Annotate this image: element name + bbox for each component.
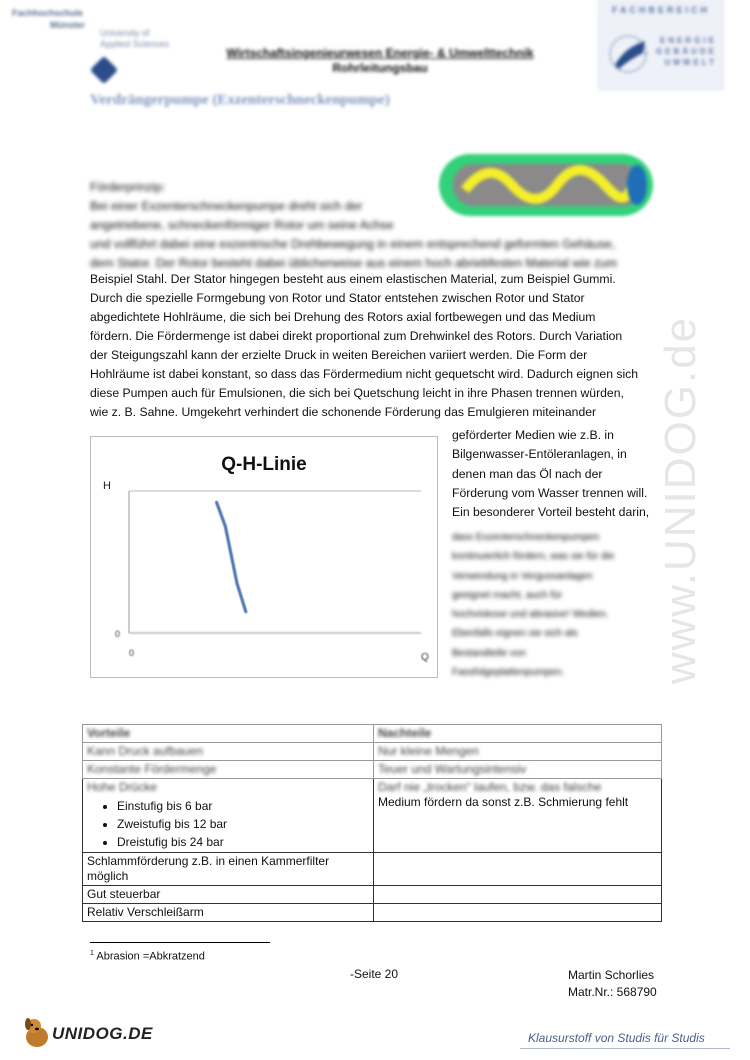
- cell-text: Medium fördern da sonst z.B. Schmierung fehlt: [378, 795, 629, 809]
- table-cell: [374, 904, 662, 922]
- intro-line: dem Stator. Der Rotor besteht dabei üblicherweise aus einem hoch abriebfesten Material wie zum: [90, 256, 618, 270]
- side-line: Ein besonderer Vorteil besteht darin,: [452, 505, 650, 520]
- cell-text: Kann Druck aufbauen: [87, 744, 204, 758]
- author-block: [568, 967, 657, 1001]
- table-cell: [374, 743, 662, 761]
- table-cell: Gut steuerbar: [83, 886, 374, 904]
- footnote-mark: 1: [90, 950, 94, 957]
- table-row: [83, 886, 662, 904]
- table-row: [83, 779, 662, 853]
- list-item: • Zweistufig bis 12 bar: [117, 815, 369, 833]
- fachbereich-logo: [598, 0, 724, 90]
- intro-line: angetriebene, schneckenförmiger Rotor um seine Achse: [90, 218, 394, 232]
- logo-line-3a: University of: [100, 28, 150, 38]
- qh-chart: [90, 436, 438, 678]
- watermark-text: www.UNIDOG.de: [656, 315, 705, 685]
- table-header-row: [83, 725, 662, 743]
- cell-text: Konstante Fördermenge: [87, 762, 217, 776]
- table-cell: [83, 779, 374, 853]
- cell-text: Teuer und Wartungsintensiv: [378, 762, 527, 776]
- intro-line: Bei einer Exzenterschneckenpumpe dreht sich der: [90, 199, 363, 213]
- page-number: -Seite 20: [350, 967, 399, 981]
- qh-chart-svg: [91, 437, 437, 677]
- intro-paragraph: [90, 178, 660, 273]
- body-line: diese Pumpen auch für Emulsionen, die sich bei Quetschung leicht in ihre Phasen trennen würden,: [90, 386, 624, 400]
- side-line: Bilgenwasser-Entöleranlagen, in: [452, 447, 627, 462]
- footnote: [90, 950, 205, 963]
- x-axis-label: Q: [421, 652, 429, 663]
- side-line: geförderter Medien wie z.B. in: [452, 428, 614, 442]
- matriculation-number: Matr.Nr.: 568790: [568, 985, 657, 999]
- body-line: der Steigungszahl kann der erzielte Druck in weiten Bereichen variiert werden. Die Form der: [90, 348, 588, 362]
- list-item: • Einstufig bis 6 bar: [117, 797, 369, 815]
- logo-line-1: Fachhochschule: [12, 8, 84, 18]
- fachbereich-names: [656, 35, 717, 68]
- fb-gebaeude: GEBÄUDE: [655, 47, 717, 56]
- x-start-tick-label: 0: [129, 648, 135, 658]
- unidog-brand-text: UNIDOG.DE: [52, 1024, 153, 1043]
- body-line: fördern. Die Fördermenge ist dabei direkt proportional zum Drehwinkel des Rotors. Durch Variation: [90, 329, 623, 343]
- slogan-underline: [520, 1048, 730, 1049]
- y-axis-label: H: [103, 480, 111, 492]
- table-header-cell: [374, 725, 662, 743]
- intro-line: und vollführt dabei eine exzentrische Drehbewegung in einem entsprechend geformten Gehäuse,: [90, 237, 616, 251]
- side-blur-line: dass Exzenterschneckenpumpen: [452, 532, 600, 543]
- footnote-text: Abrasion =Abkratzend: [96, 950, 205, 963]
- body-line: Durch die spezielle Formgebung von Rotor und Stator entstehen zwischen Rotor und Stator: [90, 291, 585, 305]
- author-name: Martin Schorlies: [568, 968, 655, 982]
- body-line: abgedichtete Hohlräume, die sich bei Drehung des Rotors axial fortbewegen und das Medium: [90, 310, 596, 324]
- page-heading: Verdrängerpumpe (Exzenterschneckenpumpe): [90, 92, 390, 108]
- table-cell: Relativ Verschleißarm: [83, 904, 374, 922]
- pros-cons-table: [82, 724, 662, 922]
- body-line: wie z. B. Sahne. Umgekehrt verhindert die schonende Förderung das Emulgieren miteinander: [90, 405, 597, 419]
- course-title-line: Wirtschaftsingenieurwesen Energie- & Umwelttechnik: [226, 46, 534, 60]
- pressure-list: [87, 797, 369, 851]
- logo-line-3: [100, 28, 169, 50]
- side-line: denen man das Öl nach der: [452, 466, 603, 481]
- diamond-logo-icon: [90, 56, 118, 84]
- fachbereich-label: FACHBEREICH: [611, 5, 710, 15]
- body-paragraph: [90, 270, 660, 422]
- table-cell: [83, 761, 374, 779]
- footnote-divider: [90, 942, 270, 943]
- dog-icon: [22, 1015, 52, 1049]
- side-blur-line: Bestandteile von: [452, 647, 526, 659]
- origin-tick-label: 0: [115, 629, 121, 639]
- table-cell: [374, 853, 662, 886]
- cell-text: Darf nie „trocken“ laufen, bzw. das falsche: [378, 780, 602, 794]
- chart-title: Q-H-Linie: [221, 454, 307, 475]
- logo-line-3b: Applied Sciences: [100, 39, 170, 49]
- side-blur-line: Verwendung in Vergussanlagen: [452, 570, 593, 582]
- table-cell: Schlammförderung z.B. in einen Kammerfilter möglich: [83, 853, 374, 886]
- fb-umwelt: UMWELT: [664, 58, 717, 67]
- slogan: Klausurstoff von Studis für Studis: [528, 1031, 705, 1045]
- table-row: [83, 904, 662, 922]
- side-line: Förderung vom Wasser trennen will.: [452, 485, 648, 500]
- fb-energie: ENERGIE: [659, 36, 717, 45]
- side-blur-line: geeignet macht, auch für: [452, 589, 563, 601]
- side-blur-line: kontinuierlich fördern, was sie für die: [452, 551, 615, 563]
- table-header-cell: [83, 725, 374, 743]
- table-row: [83, 761, 662, 779]
- cell-text: Hohe Drücke: [87, 780, 158, 794]
- table-row: [83, 853, 662, 886]
- table-cell: [374, 761, 662, 779]
- table-row: [83, 743, 662, 761]
- side-paragraph-blurred: [452, 528, 662, 682]
- side-blur-line: Fassfolgeplattenpumpen.: [452, 667, 565, 679]
- logo-line-2: Münster: [50, 20, 86, 30]
- university-logo: [12, 8, 192, 78]
- chart-lower-blurred: [115, 629, 429, 663]
- unidog-logo: [22, 1015, 162, 1051]
- table-cell: [374, 779, 662, 853]
- body-line: Beispiel Stahl. Der Stator hingegen besteht aus einem elastischen Material, zum Beispiel Gummi.: [90, 272, 616, 286]
- fachbereich-emblem-icon: [605, 31, 651, 77]
- list-item: • Dreistufig bis 24 bar: [117, 833, 369, 851]
- side-blur-line: hochviskose und abrasive¹ Medien.: [452, 609, 609, 621]
- header-pros: Vorteile: [87, 726, 131, 740]
- header-cons: Nachteile: [378, 726, 432, 740]
- side-blur-line: Ebenfalls eignen sie sich als: [452, 628, 578, 640]
- table-cell: [374, 886, 662, 904]
- course-subtitle: Rohrleitungsbau: [332, 61, 428, 75]
- intro-line: Förderprinzip:: [90, 180, 166, 194]
- body-line: Hohlräume ist dabei konstant, so dass das Fördermedium nicht gequetscht wird. Dadurch eignen sich: [90, 367, 639, 381]
- course-title: [180, 46, 580, 76]
- qh-curve: [217, 502, 246, 611]
- table-cell: [83, 743, 374, 761]
- cell-text: Nur kleine Mengen: [378, 744, 479, 758]
